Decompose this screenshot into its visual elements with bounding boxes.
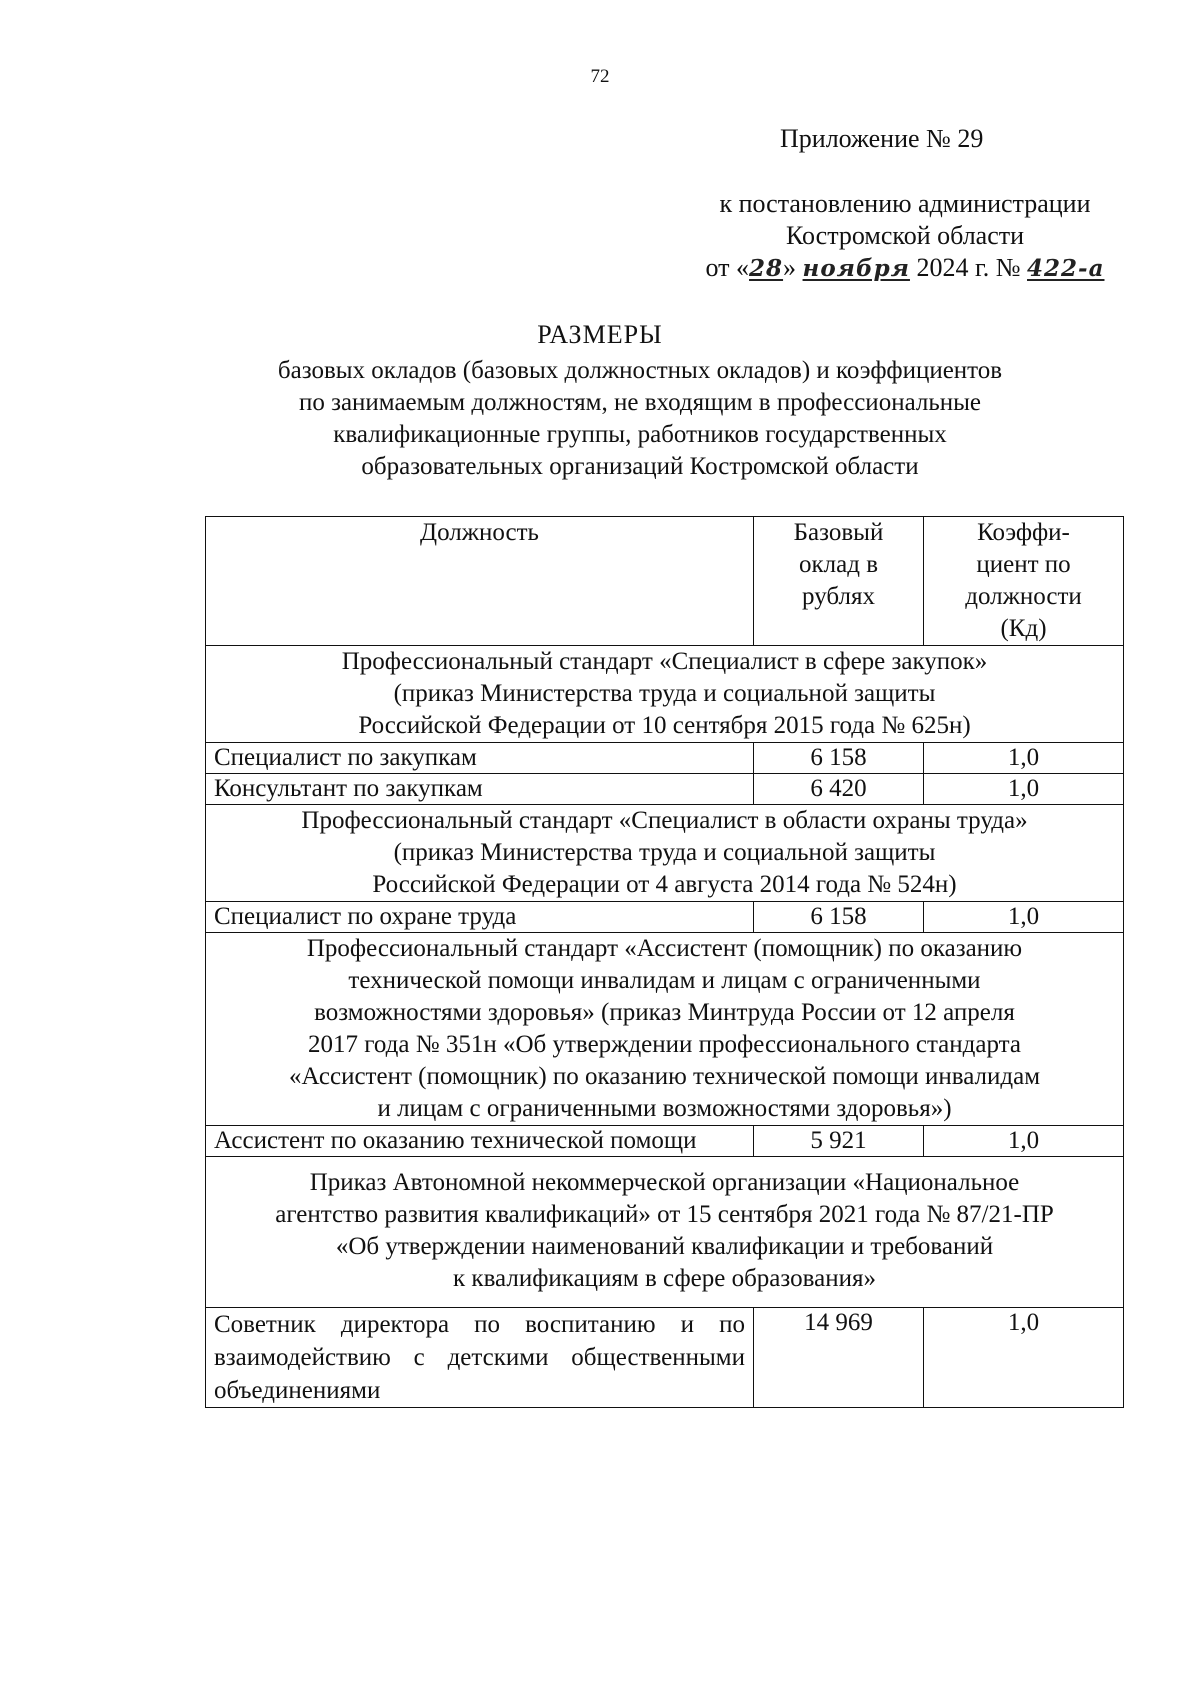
subtitle-line: квалификационные группы, работников государственных [333,421,947,448]
section-row [206,805,1124,902]
section-title-labor-safety: Профессиональный стандарт «Специалист в области охраны труда» (приказ Министерства труда и социальной защиты Российской Федерации от 4 августа 2014 года № 524н) [206,805,1124,902]
header-position: Должность [206,517,754,646]
coefficient-cell: 1,0 [924,743,1124,774]
coefficient-cell: 1,0 [924,774,1124,805]
position-cell: Специалист по охране труда [206,902,754,933]
table-row [206,1126,1124,1157]
position-cell: Ассистент по оказанию технической помощи [206,1126,754,1157]
table-row [206,743,1124,774]
section-row [206,646,1124,743]
section-title-procurement: Профессиональный стандарт «Специалист в сфере закупок» (приказ Министерства труда и социальной защиты Российской Федерации от 10 сентября 2015 года № 625н) [206,646,1124,743]
decree-line-1: к постановлению администрации [719,189,1091,218]
decree-line-2: Костромской области [785,221,1025,250]
header-salary: Базовый оклад в рублях [754,517,924,646]
table-row [206,774,1124,805]
salary-cell: 5 921 [754,1126,924,1157]
date-mid: » [783,253,797,282]
document-title: РАЗМЕРЫ [537,320,663,349]
coefficient-cell: 1,0 [924,902,1124,933]
section-row [206,933,1124,1126]
handwritten-month: ноября [802,255,910,282]
handwritten-day: 28 [749,255,784,282]
page-number: 72 [590,66,610,87]
subtitle-line: базовых окладов (базовых должностных окладов) и коэффициентов [277,357,1003,384]
salary-cell: 14 969 [754,1308,924,1408]
decree-date-line [690,252,1120,285]
year-text: 2024 г. № [916,253,1021,282]
table-row [206,1308,1124,1408]
position-cell: Консультант по закупкам [206,774,754,805]
subtitle-line: по занимаемым должностям, не входящим в профессиональные [298,389,982,416]
coefficient-cell: 1,0 [924,1126,1124,1157]
section-title-advisor: Приказ Автономной некоммерческой организации «Национальное агентство развития квалификаций» от 15 сентября 2021 года № 87/21-ПР «Об утверждении наименований квалификации и требований к квалификациям в сфере образования» [206,1157,1124,1308]
document-subtitle [200,355,1080,483]
subtitle-line: образовательных организаций Костромской области [361,453,919,480]
section-row [206,1157,1124,1308]
date-prefix: от « [705,253,750,282]
table-header-row [206,517,1124,646]
position-cell: Специалист по закупкам [206,743,754,774]
section-title-assistant: Профессиональный стандарт «Ассистент (помощник) по оказанию технической помощи инвалидам и лицам с ограниченными возможностями здоровья» (приказ Минтруда России от 12 апреля 2017 года № 351н «Об утверждении профессионального стандарта «Ассистент (помощник) по оказанию технической помощи инвалидам и лицам с ограниченными возможностями здоровья») [206,933,1124,1126]
decree-reference [690,188,1120,285]
header-coefficient: Коэффи- циент по должности (Кд) [924,517,1124,646]
handwritten-number: 422-а [1027,255,1105,282]
salary-cell: 6 158 [754,902,924,933]
coefficient-cell: 1,0 [924,1308,1124,1408]
table-row [206,902,1124,933]
appendix-label: Приложение № 29 [780,124,984,153]
salary-cell: 6 158 [754,743,924,774]
salary-cell: 6 420 [754,774,924,805]
position-cell: Советник директора по воспитанию и по взаимодействию с детскими общественными объединениями [206,1308,754,1408]
salary-table [205,516,1124,1408]
